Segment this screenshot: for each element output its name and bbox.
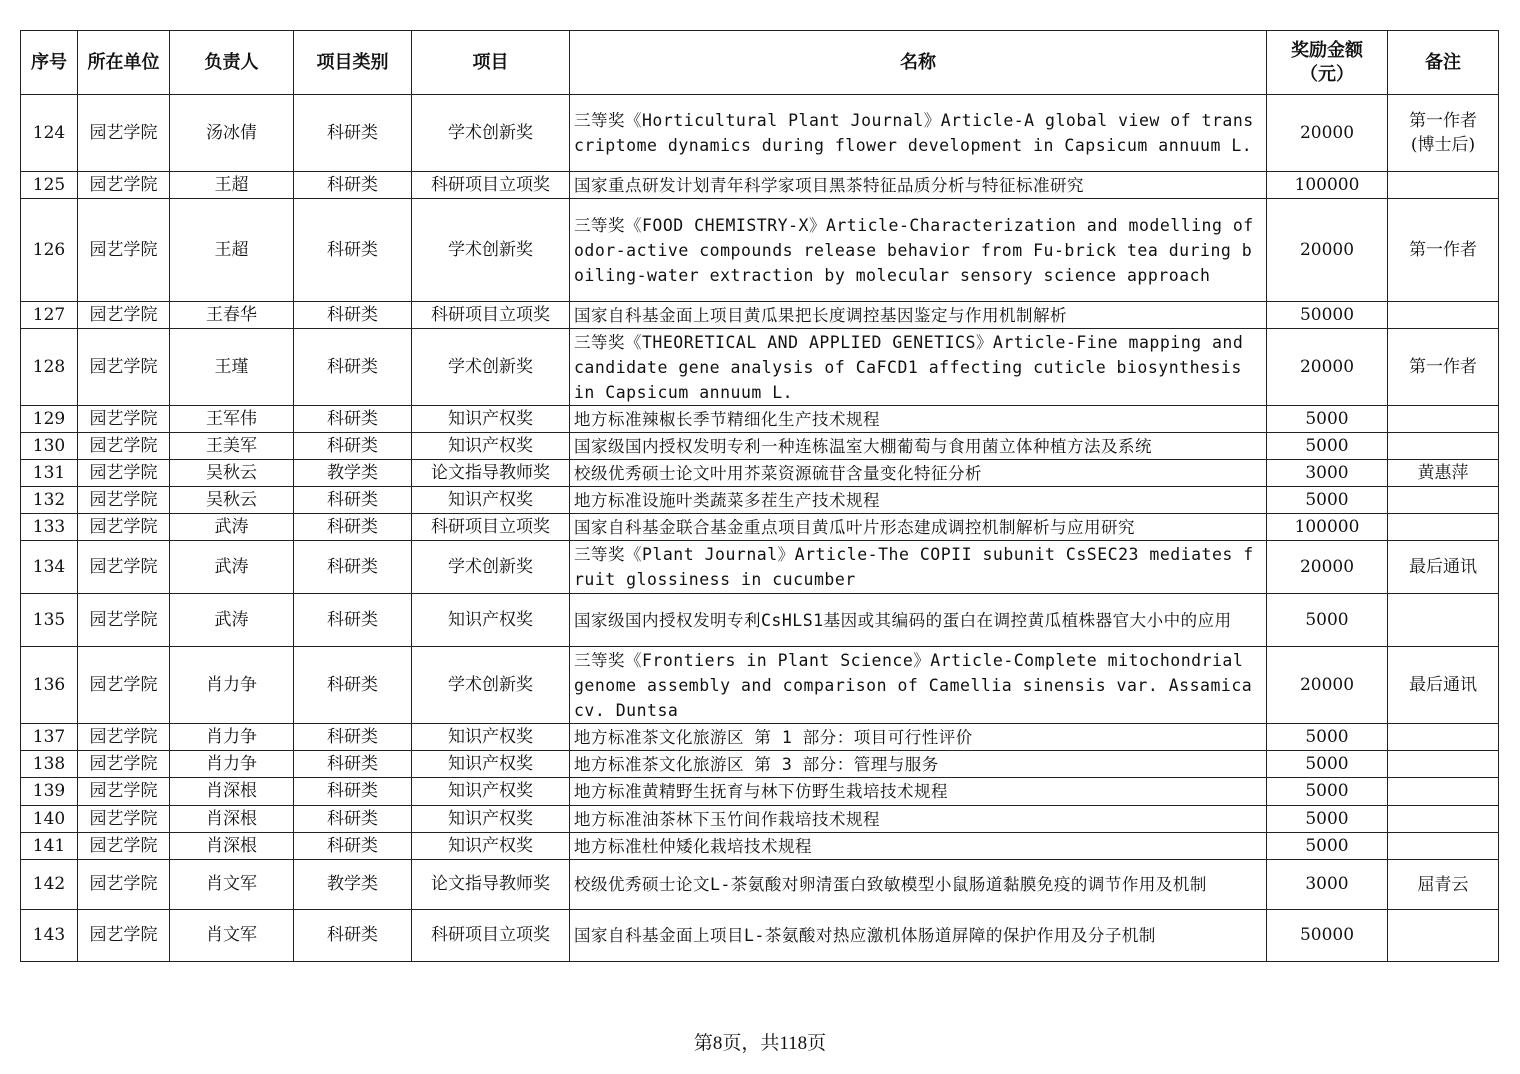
cell-person: 吴秋云	[170, 460, 294, 487]
cell-name: 国家自科基金联合基金重点项目黄瓜叶片形态建成调控机制解析与应用研究	[570, 514, 1267, 541]
cell-unit: 园艺学院	[78, 724, 170, 751]
cell-person: 王军伟	[170, 406, 294, 433]
cell-person: 王瑾	[170, 329, 294, 406]
table-row	[21, 487, 1499, 514]
cell-note	[1388, 594, 1499, 647]
cell-amount: 5000	[1267, 724, 1388, 751]
cell-unit: 园艺学院	[78, 329, 170, 406]
cell-unit: 园艺学院	[78, 199, 170, 302]
cell-unit: 园艺学院	[78, 541, 170, 594]
award-table	[20, 30, 1499, 962]
cell-project: 知识产权奖	[412, 433, 570, 460]
table-row	[21, 433, 1499, 460]
cell-category: 科研类	[294, 751, 412, 778]
cell-name: 地方标准设施叶类蔬菜多茬生产技术规程	[570, 487, 1267, 514]
cell-category: 科研类	[294, 433, 412, 460]
table-body	[21, 95, 1499, 962]
cell-category: 科研类	[294, 199, 412, 302]
cell-person: 汤冰倩	[170, 95, 294, 172]
cell-person: 王春华	[170, 302, 294, 329]
cell-amount: 5000	[1267, 406, 1388, 433]
cell-project: 知识产权奖	[412, 806, 570, 833]
cell-amount: 20000	[1267, 95, 1388, 172]
cell-note	[1388, 302, 1499, 329]
cell-no: 125	[21, 172, 78, 199]
cell-amount: 5000	[1267, 806, 1388, 833]
table-row	[21, 860, 1499, 910]
cell-no: 141	[21, 833, 78, 860]
cell-note: 第一作者 (博士后)	[1388, 95, 1499, 172]
cell-person: 武涛	[170, 594, 294, 647]
header-person: 负责人	[170, 31, 294, 95]
cell-note	[1388, 751, 1499, 778]
table-row	[21, 833, 1499, 860]
cell-unit: 园艺学院	[78, 302, 170, 329]
cell-project: 科研项目立项奖	[412, 514, 570, 541]
cell-category: 科研类	[294, 406, 412, 433]
cell-person: 肖力争	[170, 751, 294, 778]
cell-no: 139	[21, 778, 78, 806]
cell-no: 124	[21, 95, 78, 172]
cell-unit: 园艺学院	[78, 594, 170, 647]
cell-project: 学术创新奖	[412, 199, 570, 302]
cell-note: 屈青云	[1388, 860, 1499, 910]
cell-amount: 5000	[1267, 833, 1388, 860]
cell-note	[1388, 910, 1499, 962]
cell-person: 武涛	[170, 514, 294, 541]
cell-person: 肖文军	[170, 910, 294, 962]
cell-person: 王超	[170, 172, 294, 199]
cell-no: 134	[21, 541, 78, 594]
page-number: 第8页，共118页	[693, 1033, 827, 1054]
cell-person: 武涛	[170, 541, 294, 594]
header-category: 项目类别	[294, 31, 412, 95]
cell-name: 国家自科基金面上项目L-茶氨酸对热应激机体肠道屏障的保护作用及分子机制	[570, 910, 1267, 962]
cell-project: 知识产权奖	[412, 724, 570, 751]
cell-person: 肖深根	[170, 833, 294, 860]
cell-note: 第一作者	[1388, 329, 1499, 406]
cell-name: 三等奖《FOOD CHEMISTRY-X》Article-Characterization and modelling of odor-active compounds release behavior from Fu-brick tea during boiling-water extraction by molecular sensory science approach	[570, 199, 1267, 302]
cell-category: 科研类	[294, 910, 412, 962]
cell-no: 140	[21, 806, 78, 833]
cell-category: 科研类	[294, 724, 412, 751]
cell-no: 131	[21, 460, 78, 487]
cell-no: 129	[21, 406, 78, 433]
table-row	[21, 806, 1499, 833]
cell-project: 论文指导教师奖	[412, 860, 570, 910]
cell-note	[1388, 778, 1499, 806]
cell-name: 地方标准茶文化旅游区 第 3 部分：管理与服务	[570, 751, 1267, 778]
cell-amount: 50000	[1267, 302, 1388, 329]
cell-category: 教学类	[294, 860, 412, 910]
cell-name: 地方标准黄精野生抚育与林下仿野生栽培技术规程	[570, 778, 1267, 806]
cell-category: 科研类	[294, 806, 412, 833]
cell-category: 科研类	[294, 302, 412, 329]
header-row	[21, 31, 1499, 95]
table-row	[21, 751, 1499, 778]
cell-no: 130	[21, 433, 78, 460]
header-no: 序号	[21, 31, 78, 95]
header-name: 名称	[570, 31, 1267, 95]
cell-note	[1388, 833, 1499, 860]
header-project: 项目	[412, 31, 570, 95]
cell-project: 学术创新奖	[412, 329, 570, 406]
cell-unit: 园艺学院	[78, 751, 170, 778]
header-unit: 所在单位	[78, 31, 170, 95]
cell-unit: 园艺学院	[78, 778, 170, 806]
cell-person: 肖深根	[170, 778, 294, 806]
cell-note	[1388, 406, 1499, 433]
cell-no: 142	[21, 860, 78, 910]
cell-note: 黄惠萍	[1388, 460, 1499, 487]
table-row	[21, 514, 1499, 541]
table-row	[21, 541, 1499, 594]
cell-no: 127	[21, 302, 78, 329]
cell-unit: 园艺学院	[78, 833, 170, 860]
cell-project: 科研项目立项奖	[412, 302, 570, 329]
header-amount: 奖励金额 （元）	[1267, 31, 1388, 95]
cell-name: 三等奖《THEORETICAL AND APPLIED GENETICS》Article-Fine mapping and candidate gene analysis of CaFCD1 affecting cuticle biosynthesis in Capsicum annuum L.	[570, 329, 1267, 406]
cell-no: 132	[21, 487, 78, 514]
cell-person: 王美军	[170, 433, 294, 460]
cell-amount: 50000	[1267, 910, 1388, 962]
cell-amount: 5000	[1267, 751, 1388, 778]
cell-note	[1388, 806, 1499, 833]
cell-name: 三等奖《Horticultural Plant Journal》Article-A global view of transcriptome dynamics during flower development in Capsicum annuum L.	[570, 95, 1267, 172]
cell-name: 地方标准油茶林下玉竹间作栽培技术规程	[570, 806, 1267, 833]
cell-person: 肖力争	[170, 724, 294, 751]
cell-unit: 园艺学院	[78, 514, 170, 541]
cell-category: 科研类	[294, 329, 412, 406]
cell-project: 知识产权奖	[412, 594, 570, 647]
cell-project: 学术创新奖	[412, 95, 570, 172]
cell-category: 教学类	[294, 460, 412, 487]
cell-name: 地方标准辣椒长季节精细化生产技术规程	[570, 406, 1267, 433]
cell-amount: 5000	[1267, 594, 1388, 647]
cell-name: 国家级国内授权发明专利CsHLS1基因或其编码的蛋白在调控黄瓜植株器官大小中的应用	[570, 594, 1267, 647]
cell-unit: 园艺学院	[78, 172, 170, 199]
table-row	[21, 724, 1499, 751]
cell-amount: 100000	[1267, 172, 1388, 199]
table-row	[21, 594, 1499, 647]
cell-category: 科研类	[294, 487, 412, 514]
cell-unit: 园艺学院	[78, 860, 170, 910]
cell-amount: 20000	[1267, 329, 1388, 406]
cell-project: 论文指导教师奖	[412, 460, 570, 487]
cell-person: 肖文军	[170, 860, 294, 910]
cell-name: 校级优秀硕士论文叶用芥菜资源硫苷含量变化特征分析	[570, 460, 1267, 487]
cell-no: 136	[21, 647, 78, 724]
cell-project: 科研项目立项奖	[412, 910, 570, 962]
cell-amount: 20000	[1267, 647, 1388, 724]
cell-person: 肖深根	[170, 806, 294, 833]
cell-name: 地方标准茶文化旅游区 第 1 部分：项目可行性评价	[570, 724, 1267, 751]
cell-amount: 5000	[1267, 487, 1388, 514]
cell-project: 学术创新奖	[412, 541, 570, 594]
cell-amount: 20000	[1267, 541, 1388, 594]
cell-note	[1388, 487, 1499, 514]
cell-note	[1388, 514, 1499, 541]
cell-note: 最后通讯	[1388, 647, 1499, 724]
cell-amount: 5000	[1267, 778, 1388, 806]
cell-amount: 5000	[1267, 433, 1388, 460]
cell-no: 133	[21, 514, 78, 541]
cell-unit: 园艺学院	[78, 460, 170, 487]
cell-amount: 3000	[1267, 860, 1388, 910]
table-row	[21, 778, 1499, 806]
cell-no: 135	[21, 594, 78, 647]
cell-no: 128	[21, 329, 78, 406]
cell-name: 国家重点研发计划青年科学家项目黑茶特征品质分析与特征标准研究	[570, 172, 1267, 199]
cell-category: 科研类	[294, 541, 412, 594]
table-row	[21, 647, 1499, 724]
cell-name: 地方标准杜仲矮化栽培技术规程	[570, 833, 1267, 860]
cell-no: 143	[21, 910, 78, 962]
cell-person: 肖力争	[170, 647, 294, 724]
cell-name: 校级优秀硕士论文L-茶氨酸对卵清蛋白致敏模型小鼠肠道黏膜免疫的调节作用及机制	[570, 860, 1267, 910]
cell-person: 吴秋云	[170, 487, 294, 514]
cell-no: 137	[21, 724, 78, 751]
cell-note: 第一作者	[1388, 199, 1499, 302]
cell-category: 科研类	[294, 514, 412, 541]
cell-project: 知识产权奖	[412, 778, 570, 806]
cell-category: 科研类	[294, 95, 412, 172]
table-row	[21, 95, 1499, 172]
cell-category: 科研类	[294, 647, 412, 724]
cell-unit: 园艺学院	[78, 406, 170, 433]
cell-name: 国家级国内授权发明专利一种连栋温室大棚葡萄与食用菌立体种植方法及系统	[570, 433, 1267, 460]
cell-no: 138	[21, 751, 78, 778]
cell-unit: 园艺学院	[78, 647, 170, 724]
cell-project: 知识产权奖	[412, 487, 570, 514]
cell-no: 126	[21, 199, 78, 302]
cell-amount: 100000	[1267, 514, 1388, 541]
cell-amount: 20000	[1267, 199, 1388, 302]
table-row	[21, 302, 1499, 329]
cell-name: 三等奖《Frontiers in Plant Science》Article-Complete mitochondrial genome assembly and comparison of Camellia sinensis var. Assamica cv. Duntsa	[570, 647, 1267, 724]
table-row	[21, 172, 1499, 199]
cell-category: 科研类	[294, 594, 412, 647]
cell-note	[1388, 724, 1499, 751]
cell-project: 知识产权奖	[412, 406, 570, 433]
cell-project: 知识产权奖	[412, 751, 570, 778]
cell-note	[1388, 172, 1499, 199]
cell-unit: 园艺学院	[78, 433, 170, 460]
header-note: 备注	[1388, 31, 1499, 95]
table-row	[21, 329, 1499, 406]
cell-unit: 园艺学院	[78, 806, 170, 833]
cell-amount: 3000	[1267, 460, 1388, 487]
cell-note	[1388, 433, 1499, 460]
table-row	[21, 460, 1499, 487]
cell-category: 科研类	[294, 172, 412, 199]
table-row	[21, 406, 1499, 433]
cell-unit: 园艺学院	[78, 487, 170, 514]
table-row	[21, 910, 1499, 962]
cell-name: 国家自科基金面上项目黄瓜果把长度调控基因鉴定与作用机制解析	[570, 302, 1267, 329]
cell-name: 三等奖《Plant Journal》Article-The COPII subunit CsSEC23 mediates fruit glossiness in cucumber	[570, 541, 1267, 594]
cell-project: 学术创新奖	[412, 647, 570, 724]
cell-category: 科研类	[294, 778, 412, 806]
cell-project: 知识产权奖	[412, 833, 570, 860]
cell-note: 最后通讯	[1388, 541, 1499, 594]
table-row	[21, 199, 1499, 302]
cell-unit: 园艺学院	[78, 910, 170, 962]
cell-person: 王超	[170, 199, 294, 302]
cell-project: 科研项目立项奖	[412, 172, 570, 199]
cell-unit: 园艺学院	[78, 95, 170, 172]
cell-category: 科研类	[294, 833, 412, 860]
